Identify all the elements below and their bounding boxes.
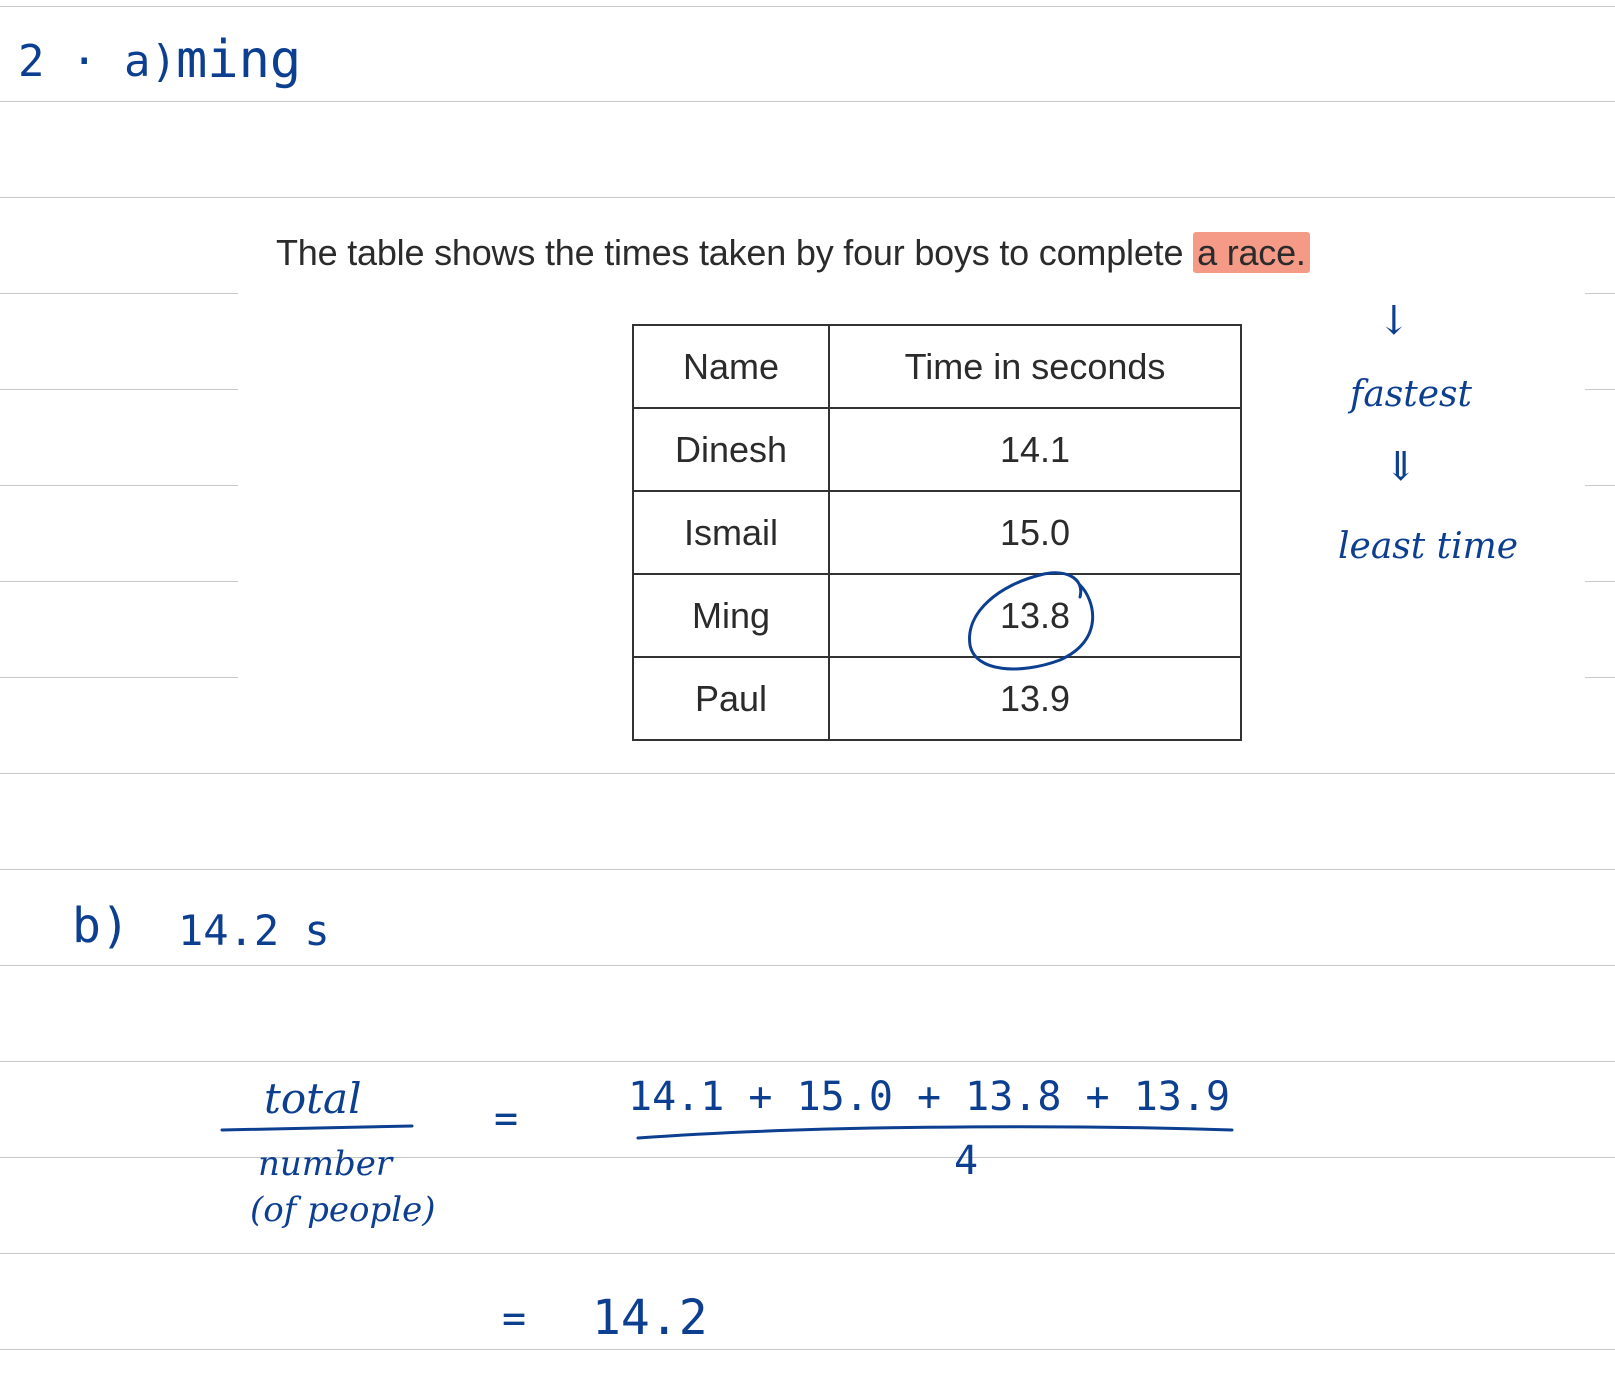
part-a-label: 2 · a) <box>18 36 177 87</box>
fraction-numerator: total <box>264 1074 362 1123</box>
cell-time: 15.0 <box>829 491 1241 574</box>
question-highlight: a race. <box>1193 232 1310 273</box>
cell-name: Paul <box>633 657 829 740</box>
table-row <box>633 574 1241 657</box>
sum-numerator: 14.1 + 15.0 + 13.8 + 13.9 <box>628 1074 1231 1120</box>
cell-time: 13.8 <box>829 574 1241 657</box>
fraction-denominator-note: (of people) <box>250 1190 436 1230</box>
table-row <box>633 408 1241 491</box>
equals-sign: = <box>502 1296 527 1342</box>
margin-note-fastest: fastest <box>1350 374 1472 415</box>
table-row <box>633 657 1241 740</box>
arrow-down-icon: ↓ <box>1377 298 1411 344</box>
part-b-label: b) <box>72 898 130 954</box>
cell-name: Dinesh <box>633 408 829 491</box>
table-row <box>633 491 1241 574</box>
fraction-denominator: number <box>258 1144 393 1184</box>
margin-note-least-time: least time <box>1338 526 1519 567</box>
cell-time: 14.1 <box>829 408 1241 491</box>
question-text <box>276 232 1310 274</box>
part-a-answer: ming <box>176 30 302 90</box>
part-b-answer: 14.2 s <box>178 906 330 955</box>
header-time: Time in seconds <box>829 325 1241 408</box>
equals-sign: = <box>494 1096 519 1142</box>
cell-time: 13.9 <box>829 657 1241 740</box>
question-text-main: The table shows the times taken by four boys to complete <box>276 232 1194 273</box>
table-header-row <box>633 325 1241 408</box>
final-result: 14.2 <box>592 1290 708 1346</box>
header-name: Name <box>633 325 829 408</box>
cell-name: Ismail <box>633 491 829 574</box>
double-arrow-down-icon: ⇓ <box>1384 444 1418 490</box>
cell-name: Ming <box>633 574 829 657</box>
times-table <box>632 324 1242 741</box>
sum-denominator: 4 <box>954 1138 979 1184</box>
